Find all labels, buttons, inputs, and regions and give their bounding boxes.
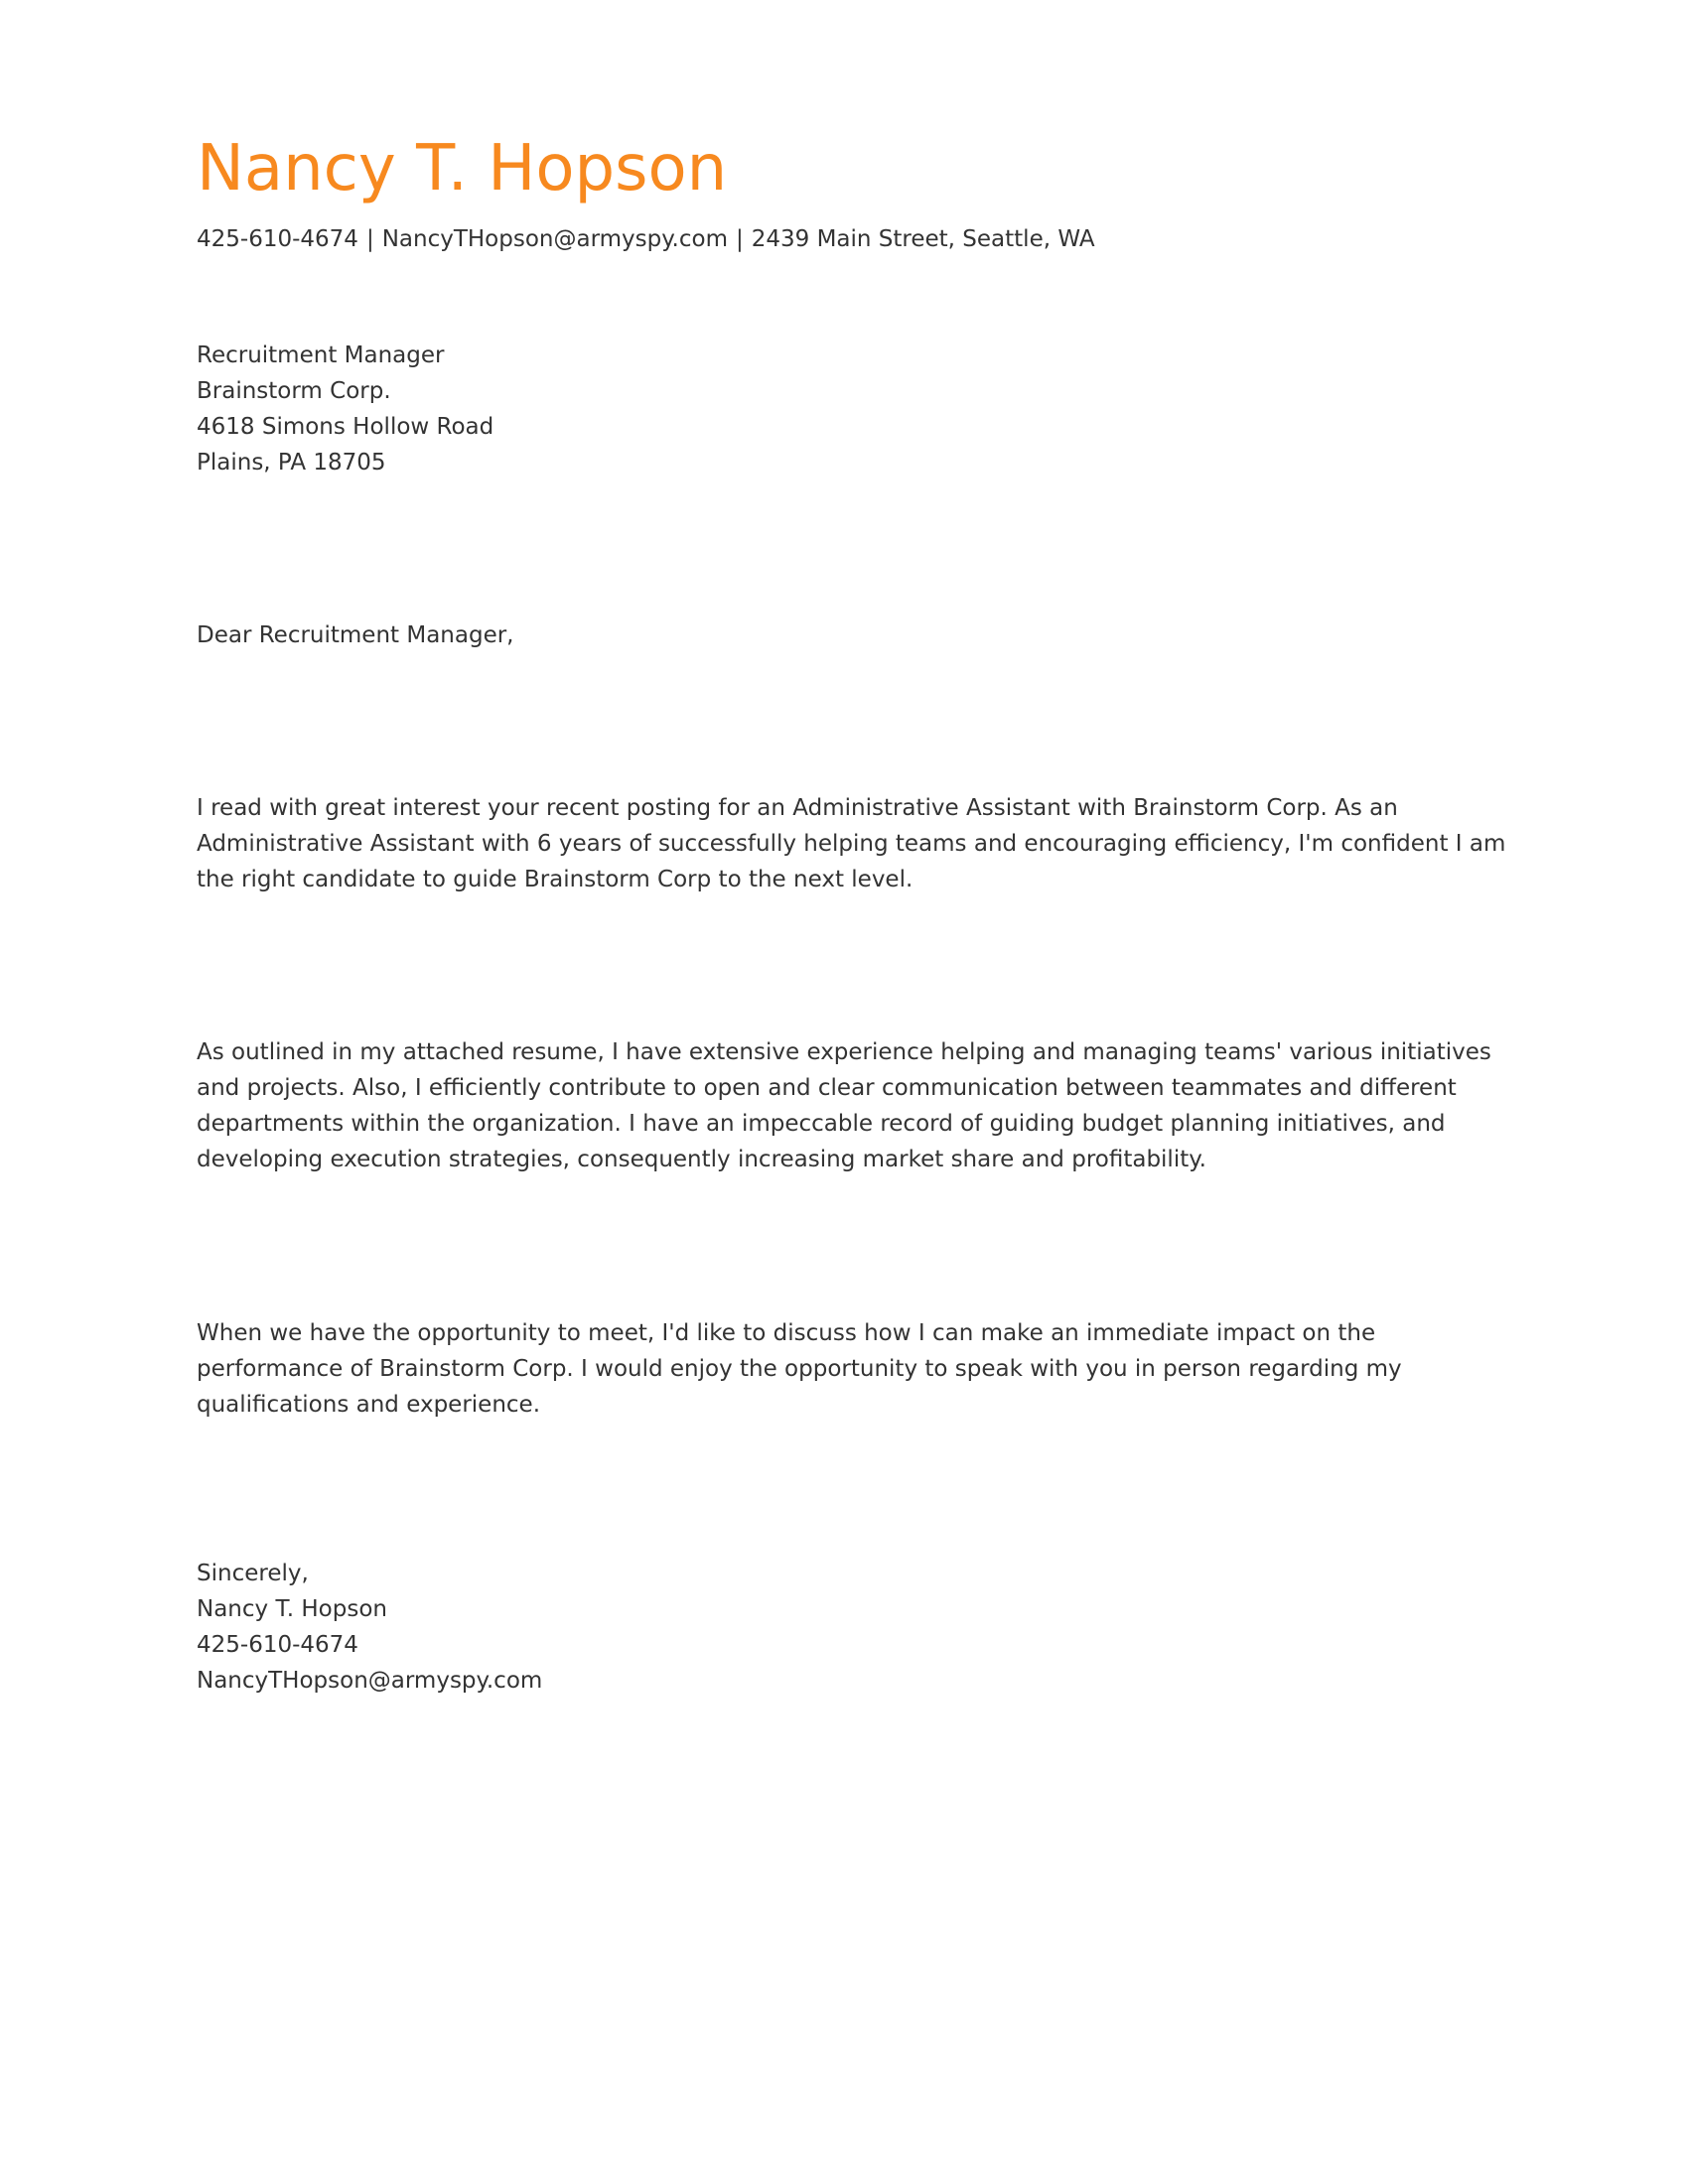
applicant-name: Nancy T. Hopson [197, 132, 728, 205]
closing-block [197, 1556, 1507, 1699]
recipient-street: 4618 Simons Hollow Road [197, 414, 494, 440]
body-paragraph-3: When we have the opportunity to meet, I'd like to discuss how I can make an immediate impact on the performance of Brainstorm Corp. I would enjoy the opportunity to speak with you in person regarding my qualifications and experience. [197, 1320, 1402, 1418]
recipient-address-block [197, 338, 1507, 480]
contact-separator: | [365, 226, 374, 252]
recipient-title: Recruitment Manager [197, 342, 445, 368]
body-paragraph-1: I read with great interest your recent posting for an Administrative Assistant with Brainstorm Corp. As an Administrative Assistant with 6 years of successfully helping teams and encouraging efficiency, I'm confident I am the right candidate to guide Brainstorm Corp to the next level. [197, 795, 1506, 892]
closing-signoff: Sincerely, [197, 1561, 309, 1586]
recipient-city: Plains, PA 18705 [197, 450, 386, 476]
closing-phone: 425-610-4674 [197, 1632, 358, 1658]
closing-email: NancyTHopson@armyspy.com [197, 1668, 543, 1694]
recipient-company: Brainstorm Corp. [197, 378, 391, 404]
header-phone: 425-610-4674 [197, 226, 358, 252]
body-paragraph-2: As outlined in my attached resume, I have extensive experience helping and managing teams' various initiatives and projects. Also, I efficiently contribute to open and clear communication between teammates and different departments within the organization. I have an impeccable record of guiding budget planning initiatives, and developing execution strategies, consequently increasing market share and profitability. [197, 1039, 1491, 1172]
salutation: Dear Recruitment Manager, [197, 622, 514, 648]
header-address: 2439 Main Street, Seattle, WA [751, 226, 1095, 252]
contact-line [197, 221, 1095, 257]
closing-name: Nancy T. Hopson [197, 1596, 387, 1622]
header-email: NancyTHopson@armyspy.com [381, 226, 728, 252]
contact-separator: | [735, 226, 744, 252]
